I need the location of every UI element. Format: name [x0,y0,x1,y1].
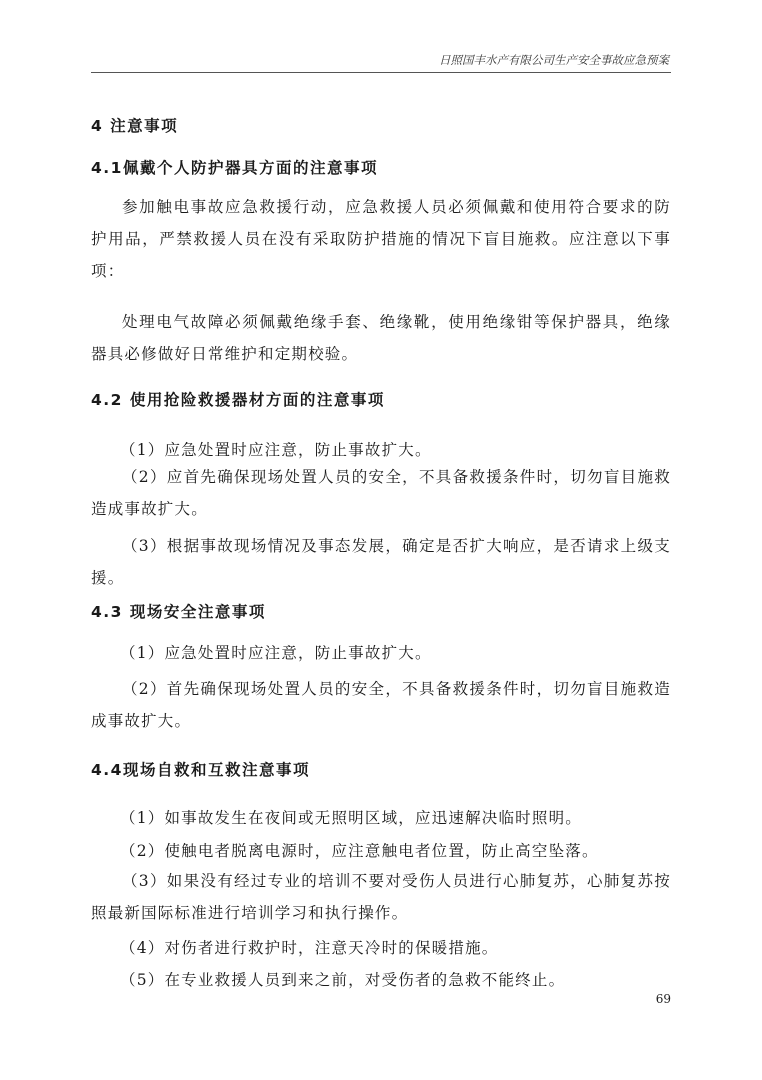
section-4-4-item-2: （2）使触电者脱离电源时，应注意触电者位置，防止高空坠落。 [120,842,599,860]
section-4-4-heading: 4.4现场自救和互救注意事项 [91,761,310,779]
section-4-2-item-3: （3）根据事故现场情况及事态发展，确定是否扩大响应，是否请求上级支援。 [91,537,671,587]
section-4-3-item-1: （1）应急处置时应注意，防止事故扩大。 [120,644,432,662]
section-4-4-item-1: （1）如事故发生在夜间或无照明区域，应迅速解决临时照明。 [120,809,582,827]
header-divider [91,72,671,73]
section-4-heading: 4 注意事项 [91,117,179,135]
section-4-1-paragraph-2: 处理电气故障必须佩戴绝缘手套、绝缘靴，使用绝缘钳等保护器具，绝缘器具必修做好日常维护和定期校验。 [91,313,671,363]
section-4-1-heading: 4.1佩戴个人防护器具方面的注意事项 [91,159,378,177]
section-4-3-heading: 4.3 现场安全注意事项 [91,603,266,621]
section-4-4-item-3: （3）如果没有经过专业的培训不要对受伤人员进行心肺复苏，心肺复苏按照最新国际标准进行培训学习和执行操作。 [91,872,671,922]
section-4-4-item-5: （5）在专业救援人员到来之前，对受伤者的急救不能终止。 [120,971,566,989]
section-4-4-item-4: （4）对伤者进行救护时，注意天冷时的保暖措施。 [120,939,499,957]
section-4-1-paragraph-1: 参加触电事故应急救援行动，应急救援人员必须佩戴和使用符合要求的防护用品，严禁救援人员在没有采取防护措施的情况下盲目施救。应注意以下事项： [91,198,671,280]
section-4-2-item-2: （2）应首先确保现场处置人员的安全，不具备救援条件时，切勿盲目施救造成事故扩大。 [91,468,671,518]
running-header: 日照国丰水产有限公司生产安全事故应急预案 [439,53,669,67]
section-4-3-item-2: （2）首先确保现场处置人员的安全，不具备救援条件时，切勿盲目施救造成事故扩大。 [91,680,671,730]
section-4-2-item-1: （1）应急处置时应注意，防止事故扩大。 [120,441,432,459]
section-4-2-heading: 4.2 使用抢险救援器材方面的注意事项 [91,391,385,409]
page-number: 69 [655,992,671,1006]
